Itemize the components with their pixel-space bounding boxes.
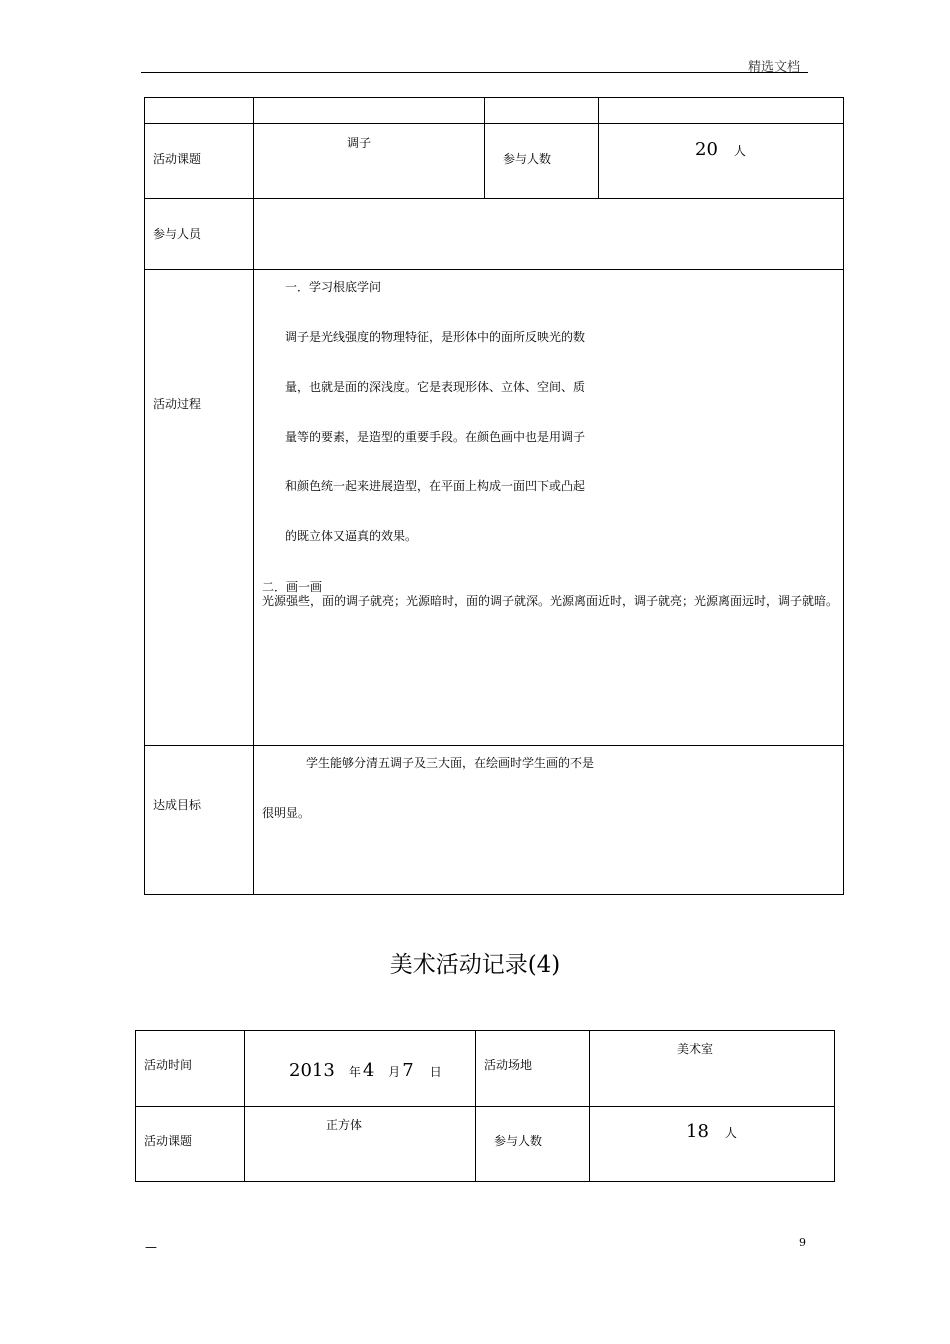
table-border — [253, 97, 254, 895]
table-border — [144, 269, 844, 270]
participants-label: 参与人员 — [153, 227, 202, 241]
topic-label: 活动课题 — [144, 1134, 193, 1148]
process-label: 活动过程 — [153, 397, 202, 411]
table-border — [843, 97, 844, 895]
table-border — [135, 1106, 835, 1107]
date-value: 2013 年 4 月 7 日 — [289, 1060, 442, 1081]
time-label: 活动时间 — [144, 1058, 193, 1072]
process-line: 量，也就是面的深浅度。它是表现形体、立体、空间、质 — [285, 380, 586, 394]
table-border — [135, 1181, 835, 1182]
table-border — [475, 1030, 476, 1182]
table-border — [598, 97, 599, 199]
table-border — [144, 123, 844, 124]
table-border — [484, 97, 485, 199]
goal-line: 学生能够分清五调子及三大面，在绘画时学生画的不是 — [306, 756, 595, 770]
topic-label: 活动课题 — [153, 152, 202, 166]
page-header-text: 精选文档 — [748, 60, 801, 75]
place-label: 活动场地 — [484, 1058, 533, 1072]
table-border — [135, 1030, 136, 1182]
table-border — [144, 894, 844, 895]
table-border — [244, 1030, 245, 1182]
process-section2-title: 二．画一画 — [262, 580, 323, 594]
topic-value: 正方体 — [326, 1118, 363, 1132]
topic-value: 调子 — [347, 136, 372, 150]
table-border — [834, 1030, 835, 1182]
process-section2-text: 光源强些，面的调子就亮；光源暗时，面的调子就深。光源离面近时，调子就亮；光源离面远时，调子就暗。 — [262, 594, 839, 608]
table-border — [144, 745, 844, 746]
goal-label: 达成目标 — [153, 798, 202, 812]
section-title: 美术活动记录(4) — [389, 952, 561, 978]
place-value: 美术室 — [677, 1042, 714, 1056]
table-border — [144, 97, 844, 98]
count-label: 参与人数 — [503, 152, 552, 166]
count-label: 参与人数 — [494, 1134, 543, 1148]
table-border — [589, 1030, 590, 1182]
footer-dash: — — [145, 1240, 157, 1254]
table-border — [135, 1030, 835, 1031]
process-line: 和颜色统一起来进展造型，在平面上构成一面凹下或凸起 — [285, 479, 586, 493]
header-rule — [141, 72, 808, 73]
process-line: 一．学习根底学问 — [285, 280, 382, 294]
table-border — [144, 198, 844, 199]
count-value: 20 人 — [695, 139, 746, 160]
process-line: 的既立体又逼真的效果。 — [285, 529, 418, 543]
count-value: 18 人 — [686, 1121, 737, 1142]
process-line: 量等的要素，是造型的重要手段。在颜色画中也是用调子 — [285, 430, 586, 444]
table-border — [144, 97, 145, 895]
process-line: 调子是光线强度的物理特征，是形体中的面所反映光的数 — [285, 330, 586, 344]
goal-line: 很明显。 — [262, 806, 311, 820]
page-number: 9 — [799, 1236, 806, 1249]
